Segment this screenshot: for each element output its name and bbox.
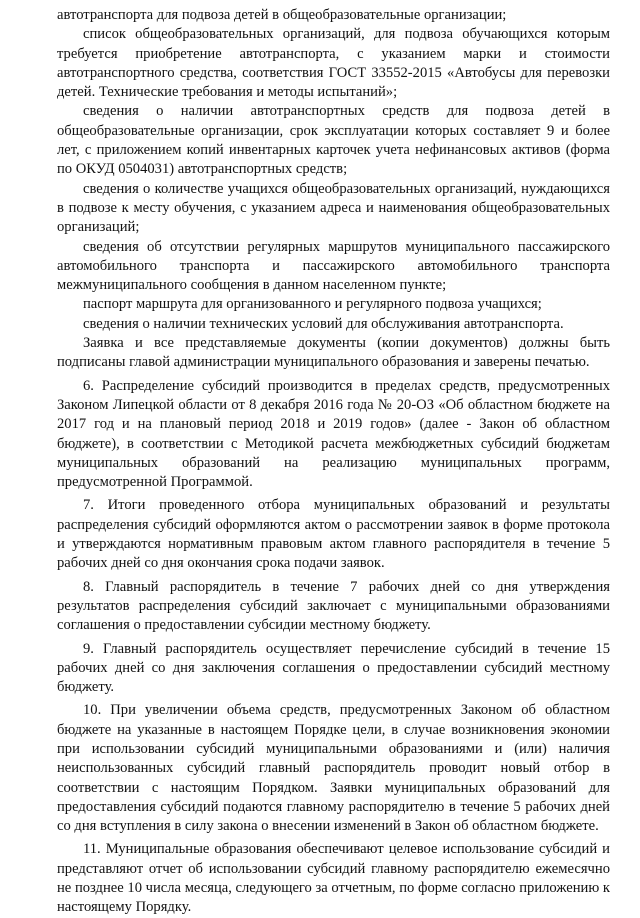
clause-7: 7. Итоги проведенного отбора муниципальных образований и результаты распределения субсидий оформляются актом о рассмотрении заявок в форме протокола и утверждаются нормативным правовым актом главного распорядителя в течение 5 рабочих дней со дня окончания срока подачи заявок. <box>57 497 610 572</box>
paragraph-technical-conditions: сведения о наличии технических условий для обслуживания автотранспорта. <box>83 315 564 332</box>
paragraph-transport-continuation: автотранспорта для подвоза детей в общеобразовательные организации; <box>57 7 507 23</box>
document-page <box>57 6 610 918</box>
paragraph-schools-list: список общеобразовательных организаций, для подвоза обучающихся которым требуется приобретение автотранспорта, с указанием марки и стоимости автотранспортного средства, соответствия ГОСТ 33552-2015 «Автобусы для перевозки детей. Технические требования и методы испытаний»; <box>57 26 610 101</box>
clause-10: 10. При увеличении объема средств, предусмотренных Законом об областном бюджете на указанные в настоящем Порядке цели, в случае возникновения экономии при использовании субсидий муниципальными образованиями и (или) наличия неиспользованных субсидий главный распорядитель проводит новый отбор в соответствии с настоящим Порядком. Заявки муниципальных образований для предоставления субсидий подаются главному распорядителю в течение 5 рабочих дней со дня вступления в силу закона о внесении изменений в Закон об областном бюджете. <box>57 702 610 835</box>
paragraph-vehicles-info: сведения о наличии автотранспортных средств для подвоза детей в общеобразовательные организации, срок эксплуатации которых составляет 9 и более лет, с приложением копий инвентарных карточек учета нефинансовых активов (форма по ОКУД 0504031) автотранспортных средств; <box>57 103 610 178</box>
clause-9: 9. Главный распорядитель осуществляет перечисление субсидий в течение 15 рабочих дней со дня заключения соглашения о предоставлении субсидий местному бюджету. <box>57 640 610 696</box>
paragraph-students-count: сведения о количестве учащихся общеобразовательных организаций, нуждающихся в подвозе к месту обучения, с указанием адреса и наименования общеобразовательных организаций; <box>57 180 610 236</box>
clause-8: 8. Главный распорядитель в течение 7 рабочих дней со дня утверждения результатов распределения субсидий заключает с муниципальными образованиями соглашения о предоставлении субсидии местному бюджету. <box>57 578 610 634</box>
clause-6: 6. Распределение субсидий производится в пределах средств, предусмотренных Законом Липецкой области от 8 декабря 2016 года № 20-ОЗ «Об областном бюджете на 2017 год и на плановый период 2018 и 2019 годов» (далее - Закон об областном бюджете), в соответствии с Методикой расчета межбюджетных субсидий бюджетам муниципальных образований на реализацию муниципальных программ, предусмотренной Программой. <box>57 377 610 491</box>
paragraph-application-signature: Заявка и все представляемые документы (копии документов) должны быть подписаны главой администрации муниципального образования и заверены печатью. <box>57 335 610 371</box>
paragraph-no-routes: сведения об отсутствии регулярных маршрутов муниципального пассажирского автомобильного транспорта и пассажирского автомобильного транспорта межмуниципального сообщения в данном населенном пункте; <box>57 238 610 294</box>
clause-11: 11. Муниципальные образования обеспечивают целевое использование субсидий и представляют отчет об использовании субсидий главному распорядителю ежемесячно не позднее 10 числа месяца, следующего за отчетным, по форме согласно приложению к настоящему Порядку. <box>57 841 610 916</box>
paragraph-route-passport: паспорт маршрута для организованного и регулярного подвоза учащихся; <box>83 296 542 313</box>
